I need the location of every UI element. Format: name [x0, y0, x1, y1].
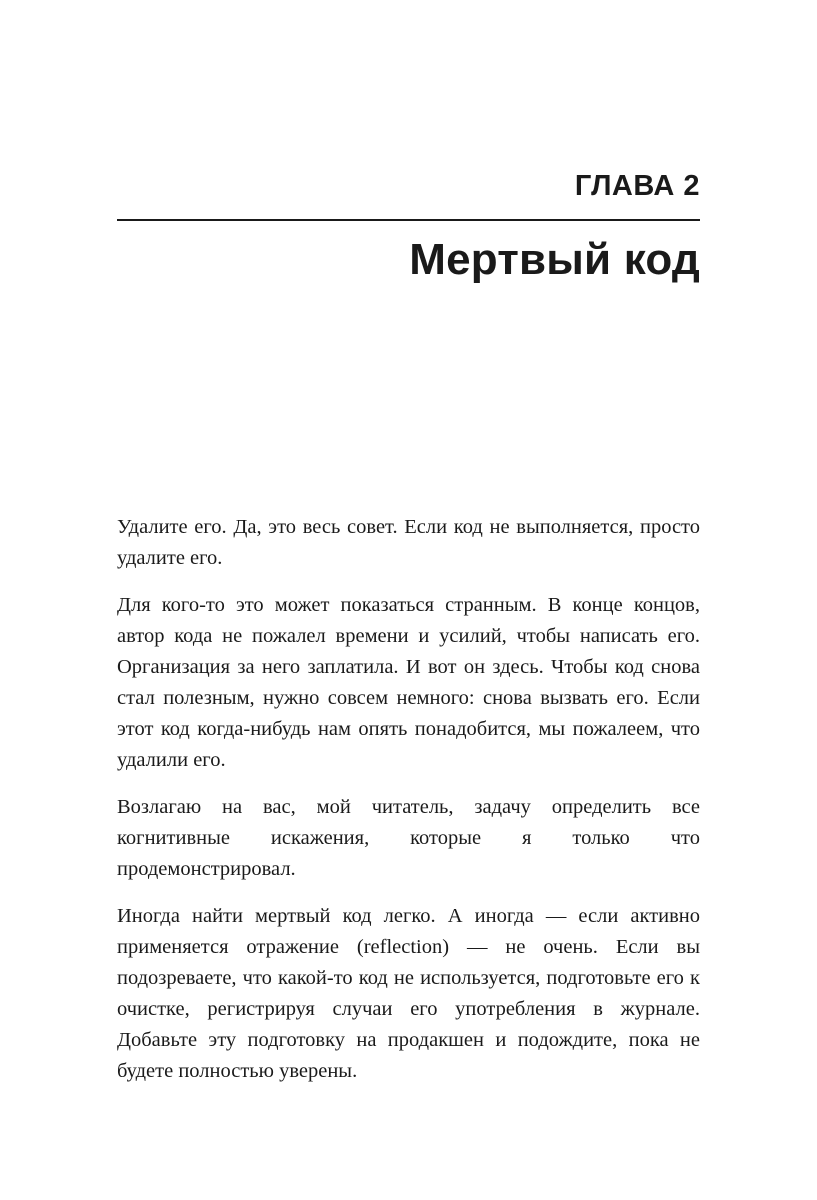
paragraph: Удалите его. Да, это весь совет. Если код не выполняется, просто удалите его. — [117, 516, 700, 569]
paragraph: Для кого-то это может показаться странным. В конце концов, автор кода не пожалел времени и усилий, чтобы написать его. Организация за него заплатила. И вот он здесь. Чтобы код снова стал полезным, нужно совсем немного: снова вызвать его. Если этот код когда-нибудь нам опять понадобится, мы пожалеем, что удалили его. — [117, 594, 700, 771]
chapter-title: Мертвый код — [409, 235, 700, 284]
chapter-label: ГЛАВА 2 — [574, 170, 700, 202]
chapter-divider — [117, 219, 700, 221]
paragraph: Иногда найти мертвый код легко. А иногда — если активно применяется отражение (reflection) — не очень. Если вы подозреваете, что какой-то код не используется, подготовьте его к очистке, регистрируя случаи его употребления в журнале. Добавьте эту подготовку на продакшен и подождите, пока не будете полностью уверены. — [117, 905, 700, 1082]
body-text — [117, 512, 700, 1103]
paragraph: Возлагаю на вас, мой читатель, задачу определить все когнитивные искажения, которые я только что продемонстрировал. — [117, 796, 700, 880]
